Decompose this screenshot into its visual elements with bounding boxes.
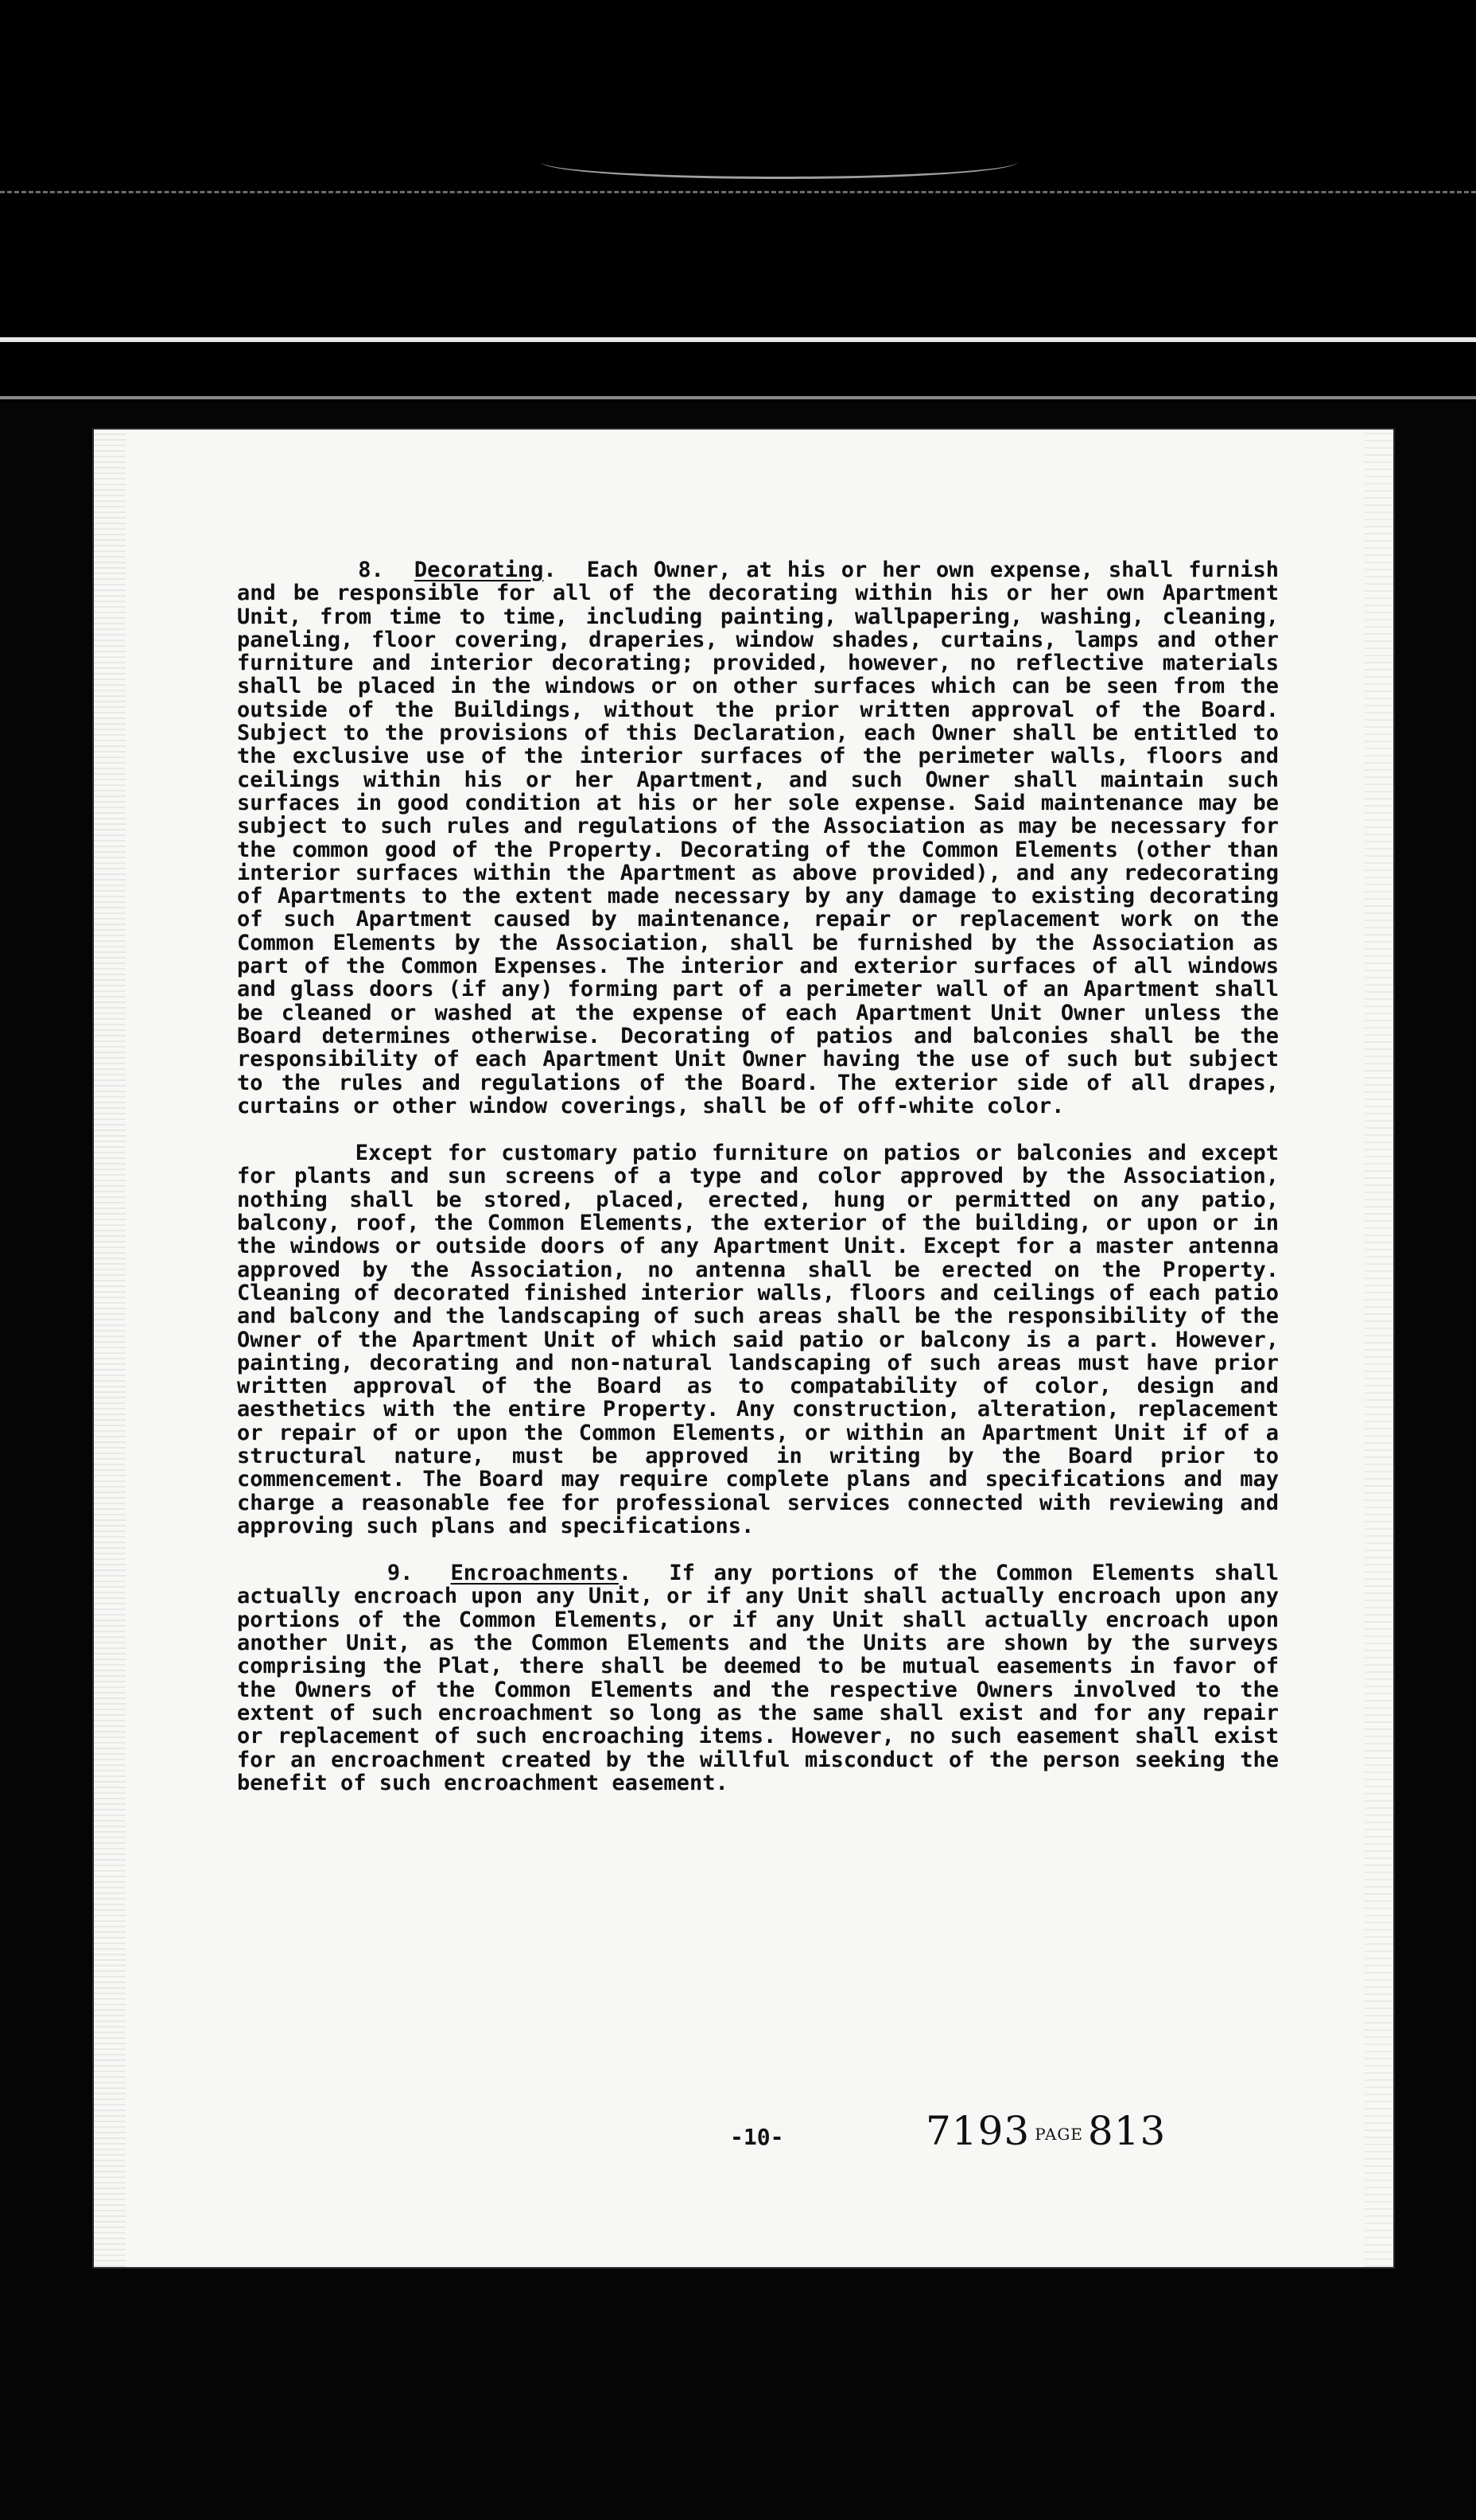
section-8-body: Each Owner, at his or her own expense, shall furnish and be responsible for all of the decorating within his or her own Apartment Unit, from time to time, including painting, wallpapering, washing, cleaning, paneling, floor covering, draperies, window shades, curtains, lamps and other furniture and interior decorating; provided, however, no reflective materials shall be placed in the windows or on other surfaces which can be seen from the outside of the Buildings, without the prior written approval of the Board. Subject to the provisions of this Declaration, each Owner shall be entitled to the exclusive use of the interior surfaces of the perimeter walls, floors and ceilings within his or her Apartment, and such Owner shall maintain such surfaces in good condition at his or her sole expense. Said maintenance may be subject to such rules and regulations of the Association as may be necessary for the common good of the Property. Decorating of the Common Elements (other than interior surfaces within the Apartment as above provided), and any redecorating of Apartments to the extent made necessary by any damage to existing decorating of such Apartment caused by maintenance, repair or replacement work on the Common Elements by the Association, shall be furnished by the Association as part of the Common Expenses. The interior and exterior surfaces of all windows and glass doors (if any) forming part of a perimeter wall of an Apartment shall be cleaned or washed at the expense of each Apartment Unit Owner unless the Board determines otherwise. Decorating of patios and balconies shall be the responsibility of each Apartment Unit Owner having the use of such but subject to the rules and regulations of the Board. The exterior side of all drapes, curtains or other window coverings, shall be of off-white color. (237, 558, 1292, 1118)
scan-dashed-line (0, 191, 1476, 193)
book-page-stamp (926, 2108, 1166, 2154)
document-body (237, 558, 1292, 1795)
page-number: -10- (730, 2124, 784, 2150)
scan-scratch-mark (541, 145, 1018, 179)
section-9-number: 9. (386, 1561, 414, 1586)
section-8-paragraph: 8. Decorating. Each Owner, at his or her own expense, shall furnish and be responsible for all of the decorating within his or her own Apartment Unit, from time to time, including painting, wallpapering, washing, cleaning, paneling, floor covering, draperies, window shades, curtains, lamps and other furniture and interior decorating; provided, however, no reflective materials shall be placed in the windows or on other surfaces which can be seen from the outside of the Buildings, without the prior written approval of the Board. Subject to the provisions of this Declaration, each Owner shall be entitled to the exclusive use of the interior surfaces of the perimeter walls, floors and ceilings within his or her Apartment, and such Owner shall maintain such surfaces in good condition at his or her sole expense. Said maintenance may be subject to such rules and regulations of the Association as may be necessary for the common good of the Property. Decorating of the Common Elements (other than interior surfaces within the Apartment as above provided), and any redecorating of Apartments to the extent made necessary by any damage to existing decorating of such Apartment caused by maintenance, repair or replacement work on the Common Elements by the Association, shall be furnished by the Association as part of the Common Expenses. The interior and exterior surfaces of all windows and glass doors (if any) forming part of a perimeter wall of an Apartment shall be cleaned or washed at the expense of each Apartment Unit Owner unless the Board determines otherwise. Decorating of patios and balconies shall be the responsibility of each Apartment Unit Owner having the use of such but subject to the rules and regulations of the Board. The exterior side of all drapes, curtains or other window coverings, shall be of off-white color. (237, 558, 1292, 1118)
section-8-paragraph-2 (237, 1141, 1292, 1538)
scan-grey-rule (0, 396, 1476, 399)
section-8-heading: Decorating (414, 558, 544, 582)
document-page (94, 430, 1393, 2267)
section-8-number: 8. (358, 558, 384, 582)
section-9-heading: Encroachments (450, 1561, 619, 1586)
section-9-body: If any portions of the Common Elements shall actually encroach upon any Unit, or if any Unit shall actually encroach upon any portions of the Common Elements, or if any Unit shall actually encroach upon another Unit, as the Common Elements and the Units are shown by the surveys comprising the Plat, there shall be deemed to be mutual easements in favor of the Owners of the Common Elements and the respective Owners involved to the extent of such encroachment so long as the same shall exist and for any repair or replacement of such encroaching items. However, no such easement shall exist for an encroachment created by the willful misconduct of the person seeking the benefit of such encroachment easement. (237, 1561, 1292, 1795)
section-9-paragraph: 9. Encroachments. If any portions of the Common Elements shall actually encroach upon any Unit, or if any Unit shall actually encroach upon any portions of the Common Elements, or if any Unit shall actually encroach upon another Unit, as the Common Elements and the Units are shown by the surveys comprising the Plat, there shall be deemed to be mutual easements in favor of the Owners of the Common Elements and the respective Owners involved to the extent of such encroachment so long as the same shall exist and for any repair or replacement of such encroaching items. However, no such easement shall exist for an encroachment created by the willful misconduct of the person seeking the benefit of such encroachment easement. (237, 1561, 1292, 1795)
book-page-number: 813 (1087, 2108, 1167, 2154)
section-8-body-2: Except for customary patio furniture on patios or balconies and except for plants and sun screens of a type and color approved by the Association, nothing shall be stored, placed, erected, hung or permitted on any patio, balcony, roof, the Common Elements, the exterior of the building, or upon or in the windows or outside doors of any Apartment Unit. Except for a master antenna approved by the Association, no antenna shall be erected on the Property. Cleaning of decorated finished interior walls, floors and ceilings of each patio and balcony and the landscaping of such areas shall be the responsibility of the Owner of the Apartment Unit of which said patio or balcony is a part. However, painting, decorating and non-natural landscaping of such areas must have prior written approval of the Board as to compatability of color, design and aesthetics with the entire Property. Any construction, alteration, replacement or repair of or upon the Common Elements, or within an Apartment Unit if of a structural nature, must be approved in writing by the Board prior to commencement. The Board may require complete plans and specifications and may charge a reasonable fee for professional services connected with reviewing and approving such plans and specifications. (237, 1141, 1292, 1538)
book-number: 7193 (926, 2108, 1031, 2154)
page-label: PAGE (1035, 2125, 1083, 2144)
scan-white-rule (0, 337, 1476, 342)
